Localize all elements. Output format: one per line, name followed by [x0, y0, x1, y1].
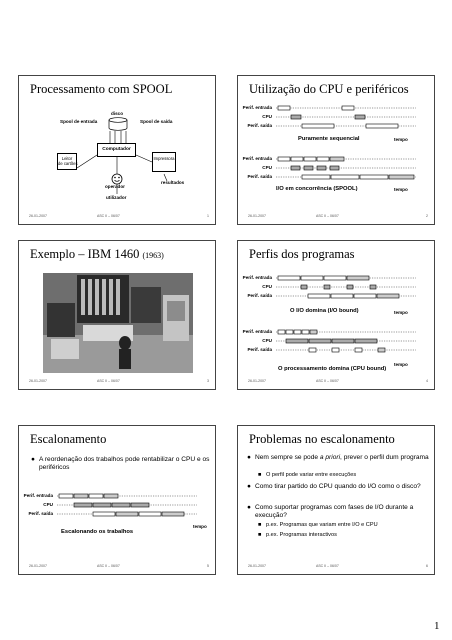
- footer-course: ASC II – 06/07: [316, 214, 339, 218]
- slide-title-year: (1963): [142, 251, 164, 260]
- slide-number: 3: [207, 379, 209, 383]
- footer-date: 26-01-2007: [248, 214, 266, 218]
- spool-in-label: Spool de entrada: [60, 119, 98, 124]
- footer-date: 26-01-2007: [248, 564, 266, 568]
- slide-number: 4: [426, 379, 428, 383]
- slide-title-main: Exemplo – IBM 1460: [30, 247, 140, 261]
- card-reader-box: Leitor de cartões: [57, 153, 77, 170]
- slide-5: [18, 425, 216, 575]
- row-label: CPU: [262, 338, 272, 343]
- slide-2: [237, 75, 435, 225]
- bullet-icon: ●: [247, 504, 251, 511]
- slide-title: Problemas no escalonamento: [249, 432, 395, 446]
- sub-bullet-icon: ■: [258, 532, 262, 538]
- row-label: Perif. saída: [28, 511, 53, 516]
- time-label: tempo: [193, 524, 207, 529]
- sub-bullet-icon: ■: [258, 472, 262, 478]
- slide-number: 5: [207, 564, 209, 568]
- ibm-1460-photo: [43, 273, 193, 373]
- row-label: Perif. entrada: [242, 275, 272, 280]
- spool-out-label: Spool de saída: [140, 119, 173, 124]
- slide-1: [18, 75, 216, 225]
- row-label: Perif. saída: [247, 293, 272, 298]
- footer-course: ASC II – 06/07: [97, 564, 120, 568]
- caption-io-bound: O I/O domina (I/O bound): [290, 308, 359, 314]
- sub-bullet-text: p.ex. Programas que variam entre I/O e CPU: [266, 522, 378, 528]
- time-label: tempo: [394, 362, 408, 367]
- operator-label: operador: [105, 184, 125, 189]
- bullet-emphasis: a priori: [319, 454, 341, 461]
- bullet-text: Nem sempre se pode a priori, prever o perfil dum programa: [255, 454, 429, 461]
- footer-course: ASC II – 06/07: [97, 379, 120, 383]
- slide-title: Utilização do CPU e periféricos: [249, 82, 409, 96]
- footer-date: 26-01-2007: [248, 379, 266, 383]
- slide-number: 6: [426, 564, 428, 568]
- bullet-text: Como tirar partido do CPU quando do I/O como o disco?: [255, 483, 421, 490]
- caption-sequential: Puramente sequencial: [298, 136, 360, 142]
- bullet-icon: ●: [247, 454, 251, 461]
- slide-title: [30, 247, 164, 262]
- time-label: tempo: [394, 187, 408, 192]
- slide-number: 1: [207, 214, 209, 218]
- row-label: Perif. entrada: [242, 156, 272, 161]
- results-label: resultados: [161, 180, 185, 185]
- disk-label: disco: [111, 111, 123, 116]
- row-label: Perif. entrada: [23, 493, 53, 498]
- bullet-icon: ●: [247, 483, 251, 490]
- row-label: CPU: [262, 284, 272, 289]
- slide-3: [18, 240, 216, 390]
- user-label: utilizador: [106, 195, 127, 200]
- sub-bullet-text: O perfil pode variar entre execuções: [266, 472, 357, 478]
- sub-bullet-icon: ■: [258, 522, 262, 528]
- row-label: Perif. saída: [247, 123, 272, 128]
- page-number: 1: [434, 620, 440, 632]
- computer-box: Computador: [97, 143, 136, 157]
- footer-course: ASC II – 06/07: [316, 564, 339, 568]
- bullet-text: A reordenação dos trabalhos pode rentabilizar o CPU e os periféricos: [39, 456, 210, 472]
- footer-course: ASC II – 06/07: [97, 214, 120, 218]
- time-label: tempo: [394, 310, 408, 315]
- bullet-text: Como suportar programas com fases de I/O durante a execução?: [255, 504, 414, 520]
- row-label: Perif. entrada: [242, 329, 272, 334]
- slide-title: Perfis dos programas: [249, 247, 355, 261]
- row-label: CPU: [262, 114, 272, 119]
- row-label: Perif. saída: [247, 347, 272, 352]
- caption-spool: I/O em concorrência (SPOOL): [276, 186, 358, 192]
- row-label: CPU: [262, 165, 272, 170]
- footer-date: 26-01-2007: [29, 564, 47, 568]
- slide-title: Escalonamento: [30, 432, 107, 446]
- footer-course: ASC II – 06/07: [316, 379, 339, 383]
- sub-bullet-text: p.ex. Programas interactivos: [266, 532, 337, 538]
- time-label: tempo: [394, 137, 408, 142]
- slide-number: 2: [426, 214, 428, 218]
- caption-cpu-bound: O processamento domina (CPU bound): [278, 366, 387, 372]
- caption-scheduling: Escalonando os trabalhos: [61, 529, 134, 535]
- footer-date: 26-01-2007: [29, 379, 47, 383]
- footer-date: 26-01-2007: [29, 214, 47, 218]
- row-label: Perif. saída: [247, 174, 272, 179]
- slide-4: [237, 240, 435, 390]
- row-label: CPU: [43, 502, 53, 507]
- slide-6: [237, 425, 435, 575]
- timeline-cpu-bound: [238, 325, 435, 365]
- row-label: Perif. entrada: [242, 105, 272, 110]
- printer-box: Impressora: [152, 152, 176, 172]
- bullet-icon: ●: [31, 456, 35, 463]
- timeline-io-bound: [238, 271, 435, 311]
- slide-title: Processamento com SPOOL: [30, 82, 173, 96]
- timeline-scheduling: [19, 489, 216, 529]
